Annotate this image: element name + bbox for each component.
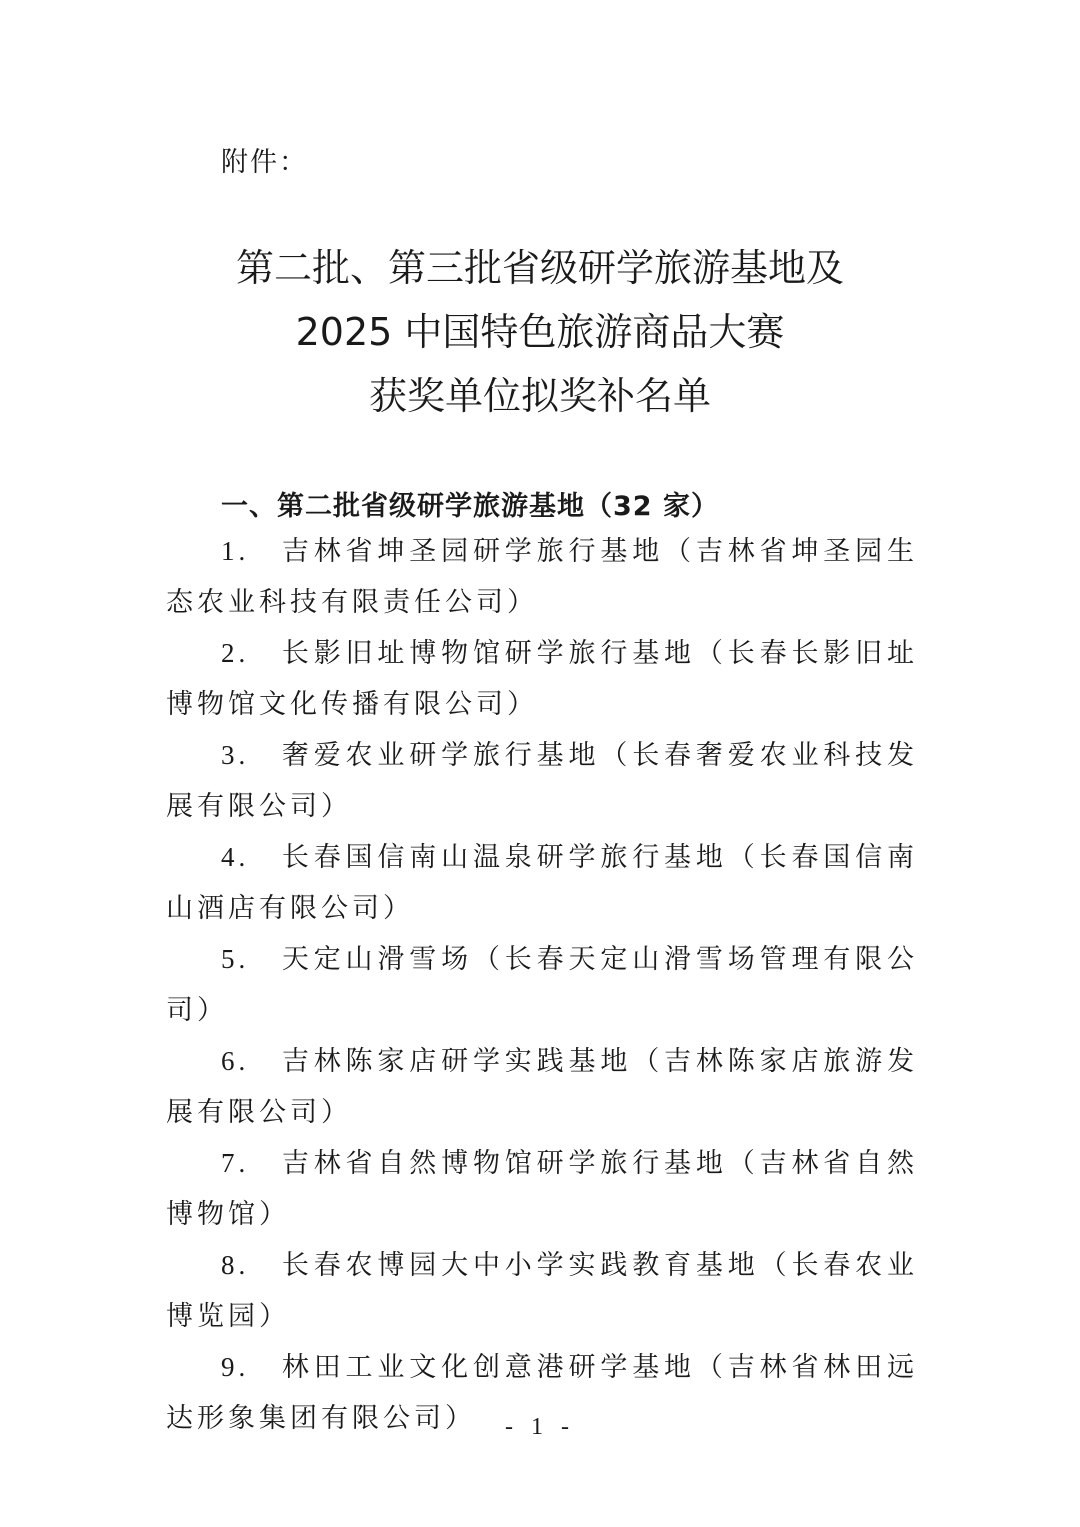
item-number: 8.	[221, 1250, 250, 1280]
title-line-2: 2025 中国特色旅游商品大赛	[295, 310, 785, 354]
base-list	[166, 526, 918, 1444]
item-number: 7.	[221, 1148, 250, 1178]
item-number: 5.	[221, 944, 250, 974]
page-number: - 1 -	[505, 1414, 575, 1440]
document-title	[0, 236, 1080, 428]
item-text: 天定山滑雪场（长春天定山滑雪场管理有限公司）	[166, 944, 918, 1026]
list-item	[166, 730, 918, 832]
item-number: 1.	[221, 536, 250, 566]
item-text: 吉林陈家店研学实践基地（吉林陈家店旅游发展有限公司）	[166, 1046, 918, 1128]
list-item	[166, 1036, 918, 1138]
item-text: 吉林省自然博物馆研学旅行基地（吉林省自然博物馆）	[166, 1148, 918, 1230]
item-number: 9.	[221, 1352, 250, 1382]
item-number: 2.	[221, 638, 250, 668]
list-item	[166, 628, 918, 730]
item-text: 奢爱农业研学旅行基地（长春奢爱农业科技发展有限公司）	[166, 740, 918, 822]
list-item	[166, 526, 918, 628]
item-text: 长春农博园大中小学实践教育基地（长春农业博览园）	[166, 1250, 918, 1332]
item-text: 吉林省坤圣园研学旅行基地（吉林省坤圣园生态农业科技有限责任公司）	[166, 536, 918, 618]
list-item	[166, 832, 918, 934]
list-item	[166, 1138, 918, 1240]
item-number: 6.	[221, 1046, 250, 1076]
section-heading: 一、第二批省级研学旅游基地（32 家）	[221, 491, 719, 522]
title-line-1: 第二批、第三批省级研学旅游基地及	[235, 246, 844, 290]
item-number: 3.	[221, 740, 250, 770]
item-text: 长影旧址博物馆研学旅行基地（长春长影旧址博物馆文化传播有限公司）	[166, 638, 918, 720]
list-item	[166, 934, 918, 1036]
list-item	[166, 1240, 918, 1342]
title-line-3: 获奖单位拟奖补名单	[368, 374, 711, 418]
item-text: 林田工业文化创意港研学基地（吉林省林田远达形象集团有限公司）	[166, 1352, 918, 1434]
item-number: 4.	[221, 842, 250, 872]
attachment-label: 附件：	[221, 147, 308, 178]
item-text: 长春国信南山温泉研学旅行基地（长春国信南山酒店有限公司）	[166, 842, 918, 924]
